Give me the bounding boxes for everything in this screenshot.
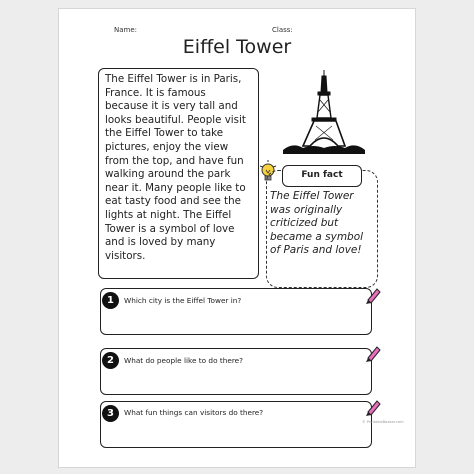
reading-passage: The Eiffel Tower is in Paris, France. It is famous because it is very tall and looks beautiful. People visit the Eiffel Tower to take pictures, enjoy the view from the top, and have fun walking around the park near it. Many people like to eat tasty food and see the lights at night. The Eiffel Tower is a symbol of love and is loved by many visitors.: [98, 68, 259, 279]
pencil-icon: [364, 398, 382, 416]
question-number: 3: [102, 405, 119, 422]
name-label: Name:: [114, 26, 138, 34]
question-number: 2: [102, 352, 119, 369]
fun-fact-text: The Eiffel Tower was originally criticized but became a symbol of Paris and love!: [270, 190, 364, 257]
fun-fact-label: Fun fact: [282, 165, 362, 187]
page-title: Eiffel Tower: [182, 36, 292, 58]
class-label: Class:: [272, 26, 293, 34]
pencil-icon: [364, 344, 382, 362]
watermark: © PrintableBazaar.com: [362, 420, 404, 424]
question-text: What fun things can visitors do there?: [124, 408, 264, 417]
question-number: 1: [102, 292, 119, 309]
question-text: What do people like to do there?: [124, 356, 244, 365]
eiffel-tower-illustration: [283, 70, 365, 160]
pencil-icon: [364, 286, 382, 304]
question-text: Which city is the Eiffel Tower in?: [124, 296, 242, 305]
